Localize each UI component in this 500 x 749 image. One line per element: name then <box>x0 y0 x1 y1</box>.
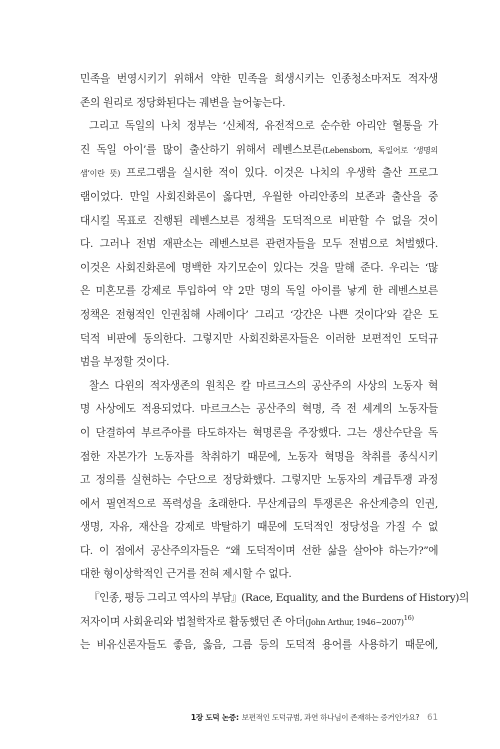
text-line: 다. 그러나 전범 재판소는 레벤스보른 관련자들을 모두 전범으로 처벌했다. <box>80 238 438 251</box>
page-number: 61 <box>427 713 438 723</box>
body-text <box>80 68 469 658</box>
text-line: 다. 이 점에서 공산주의자들은 “왜 도덕적이며 선한 삶을 살아야 하는가?”에 <box>80 544 438 557</box>
paragraph-3 <box>80 375 438 587</box>
text-span: 저자이며 사회윤리와 법철학자로 활동했던 존 아더 <box>80 615 306 628</box>
text-line: 생명, 자유, 재산을 강제로 박탈하기 때문에 도덕적인 정당성을 가질 수 없 <box>80 521 438 534</box>
paragraph-4 <box>80 587 469 658</box>
text-line: 대시킬 목표로 진행된 레벤스보른 정책을 도덕적으로 비판할 수 없을 것이 <box>80 214 438 227</box>
parenthetical-note: (Lebensborn, 독일어로 ‘생명의 <box>322 145 438 155</box>
text-line: 정책은 전형적인 인권침해 사례이다’ 그리고 ‘강간은 나쁜 것이다’와 같은 도 <box>80 308 438 321</box>
footnote-marker: 16) <box>403 613 414 622</box>
paragraph-1 <box>80 68 438 115</box>
footer-chapter: 1장 도덕 논증: <box>190 713 239 722</box>
text-line <box>80 162 438 186</box>
parenthetical-note: (John Arthur, 1946~2007) <box>305 617 404 627</box>
text-line: 이 단결하여 부르주아를 타도하자는 혁명론을 주장했다. 그는 생산수단을 독 <box>80 426 438 439</box>
text-line: 그리고 독일의 나치 정부는 ‘신체적, 유전적으로 순수한 아리안 혈통을 가 <box>89 120 438 133</box>
text-line: 점한 자본가가 노동자를 착취하기 때문에, 노동자 혁명을 착취를 종식시키 <box>80 450 438 463</box>
text-line <box>80 139 438 163</box>
text-line: 이것은 사회진화론에 명백한 자기모순이 있다는 것을 말해 준다. 우리는 ‘많 <box>80 261 438 274</box>
text-line: 존의 원리로 정당화된다는 궤변을 늘어놓는다. <box>80 96 286 109</box>
parenthetical-note: 샘’이란 뜻) <box>80 169 121 179</box>
text-line: 덕적 비판에 동의한다. 그렇지만 사회진화론자들은 이러한 보편적인 도덕규 <box>80 332 438 345</box>
paragraph-2 <box>80 115 438 375</box>
text-line: 은 미혼모를 강제로 투입하여 약 2만 명의 독일 아이를 낳게 한 레벤스보른 <box>80 285 438 298</box>
text-line: 에서 필연적으로 폭력성을 초래한다. 무산계급의 투쟁론은 유산계층의 인권, <box>80 497 438 510</box>
text-span: 진 독일 아이’를 많이 출산하기 위해서 레벤스보른 <box>80 143 323 156</box>
text-line: 는 비유신론자들도 좋음, 옳음, 그름 등의 도덕적 용어를 사용하기 때문에, <box>80 639 438 652</box>
text-line: 고 정의를 실현하는 수단으로 정당화했다. 그렇지만 노동자의 계급투쟁 과정 <box>80 474 438 487</box>
text-line: 찰스 다윈의 적자생존의 원칙은 칼 마르크스의 공산주의 사상의 노동자 혁 <box>89 379 438 392</box>
text-line <box>80 611 438 635</box>
text-line: 대한 형이상학적인 근거를 전혀 제시할 수 없다. <box>80 568 292 581</box>
footer-title: 보편적인 도덕규범, 과연 하나님이 존재하는 증거인가요? <box>241 713 420 722</box>
text-line: 『인종, 평등 그리고 역사의 부담』(Race, Equality, and the Burdens of History)의 <box>89 592 469 605</box>
running-footer <box>191 712 438 726</box>
text-line: 민족을 번영시키기 위해서 약한 민족을 희생시키는 인종청소마저도 적자생 <box>80 73 438 85</box>
text-line: 범을 부정할 것이다. <box>80 356 170 369</box>
text-span: 프로그램을 실시한 적이 있다. 이것은 나치의 우생학 출산 프로그 <box>120 167 438 180</box>
text-line: 명 사상에도 적용되었다. 마르크스는 공산주의 혁명, 즉 전 세계의 노동자들 <box>80 403 438 416</box>
text-line: 램이었다. 만일 사회진화론이 옳다면, 우월한 아리안종의 보존과 출산을 중 <box>80 190 438 203</box>
